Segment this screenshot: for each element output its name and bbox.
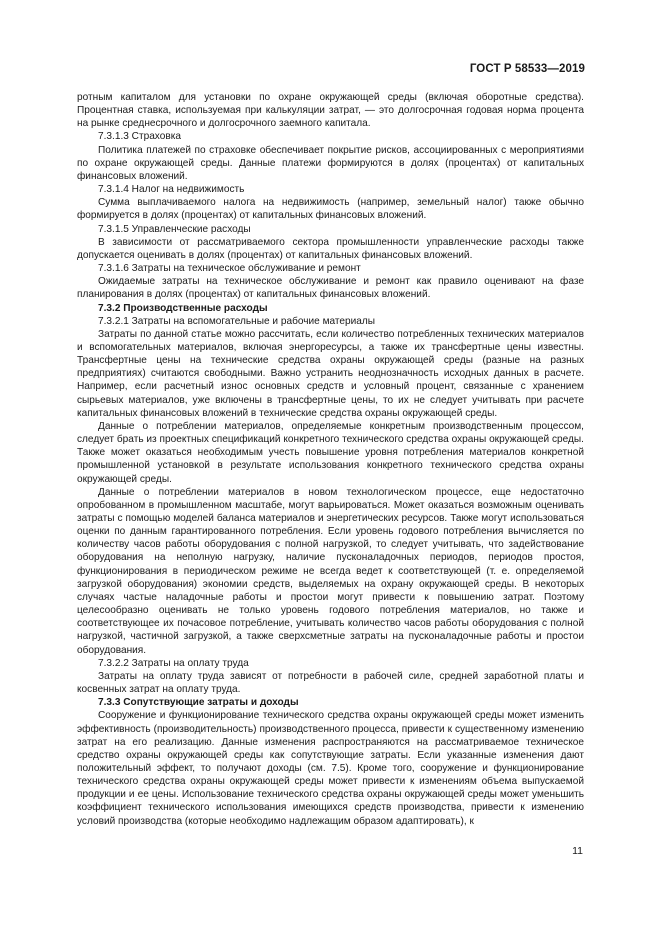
paragraph: В зависимости от рассматриваемого сектора промышленности управленческие расходы также допускается оценивать в долях (процентах) от капитальных финансовых вложений. xyxy=(77,236,584,261)
paragraph: 7.3.1.6 Затраты на техническое обслуживание и ремонт xyxy=(98,263,361,275)
paragraph: 7.3.1.3 Страховка xyxy=(98,131,181,143)
page-number: 11 xyxy=(572,845,583,857)
paragraph: Ожидаемые затраты на техническое обслуживание и ремонт как правило оценивают на фазе планирования в долях (процентах) от капитальных финансовых вложений. xyxy=(77,276,584,301)
paragraph: Политика платежей по страховке обеспечивает покрытие рисков, ассоциированных с мероприятиями по охране окружающей среды. Данные платежи формируются в долях (процентах) от капитальных финансовых вложений. xyxy=(77,144,584,182)
paragraph: 7.3.2.2 Затраты на оплату труда xyxy=(98,657,249,669)
paragraph: ротным капиталом для установки по охране окружающей среды (включая оборотные средства). Процентная ставка, используемая при калькуляции затрат, — это долгосрочная годовая норма процента на рынке среднесрочного и долгосрочного заемного капитала. xyxy=(77,92,584,130)
section-heading: 7.3.3 Сопутствующие затраты и доходы xyxy=(98,697,299,709)
paragraph: Сооружение и функционирование технического средства охраны окружающей среды может изменить эффективность (производительность) производственного процесса, привести к существенному изменению затрат на его реализацию. Данные изменения распространяются на рассматриваемое техническое средство охраны окружающей среды как сопутствующие затраты. Если указанные изменения дают положительный эффект, то получают доходы (см. 7.5). Кроме того, сооружение и функционирование технического средства охраны окружающей среды может привести к изменениям объема выпускаемой продукции и ее цены. Использование технического средства охраны окружающей среды может уменьшить коэффициент технического использования имеющихся средств производства, привести к изменению условий производства (которые необходимо надлежащим образом адаптировать), к xyxy=(77,710,584,827)
paragraph: Затраты на оплату труда зависят от потребности в рабочей силе, средней заработной платы и косвенных затрат на оплату труда. xyxy=(77,670,584,696)
paragraph: 7.3.1.5 Управленческие расходы xyxy=(98,223,251,235)
section-heading: 7.3.2 Производственные расходы xyxy=(98,302,268,314)
paragraph: Сумма выплачиваемого налога на недвижимость (например, земельный налог) также обычно формируется в долях (процентах) от капитальных финансовых вложений. xyxy=(77,197,584,222)
document-code-header: ГОСТ Р 58533—2019 xyxy=(469,63,585,75)
paragraph: 7.3.2.1 Затраты на вспомогательные и рабочие материалы xyxy=(98,315,376,327)
document-body xyxy=(77,91,584,828)
paragraph: Данные о потреблении материалов в новом технологическом процессе, еще недостаточно опробованном в промышленном масштабе, могут варьироваться. Может оказаться возможным оценивать затраты с помощью моделей баланса материалов и энергетических ресурсов. Также могут использоваться оценки по данным гарантированного потребления. Если уровень годового потребления вычисляется по количеству часов работы оборудования с полной нагрузкой, то следует учитывать, что задействование оборудования на неполную нагрузку, наличие пусконаладочных периодов, периодов простоя, функционирования в периодическом режиме не всегда ведет к соответствующей (т. е. определяемой загрузкой оборудования) экономии средств, выделяемых на охрану окружающей среды. В некоторых случаях частые наладочные работы и простои могут привести к повышению затрат. Поэтому целесообразно оценивать не только уровень годового потребления материалов, но также и соответствующее их почасовое потребление, учитывать количество часов работы оборудования с полной нагрузкой, частичной загрузкой, а также сверхсметные затраты на пусконаладочные работы и простои оборудования. xyxy=(77,486,584,656)
paragraph: Затраты по данной статье можно рассчитать, если количество потребленных технических материалов и вспомогательных материалов, включая энергоресурсы, а также их трансфертные цены известны. Трансфертные цены на технические средства охраны окружающей среды (разные на разных предприятиях) считаются свободными. Важно устранить неоднозначность исходных данных в расчете. Например, если расчетный износ основных средств и условный процент, связанные с хранением сырьевых материалов, уже включены в трансфертные цены, то их не следует учитывать при расчете капитальных финансовых вложений в технические средства охраны окружающей среды. xyxy=(77,328,584,419)
paragraph: 7.3.1.4 Налог на недвижимость xyxy=(98,184,245,196)
paragraph: Данные о потреблении материалов, определяемые конкретным производственным процессом, следует брать из проектных спецификаций конкретного технического средства охраны окружающей среды. Также может оказаться необходимым учесть повышение уровня потребления материалов конкретной промышленной установкой в результате использования конкретного технического средства охраны окружающей среды. xyxy=(77,420,584,485)
